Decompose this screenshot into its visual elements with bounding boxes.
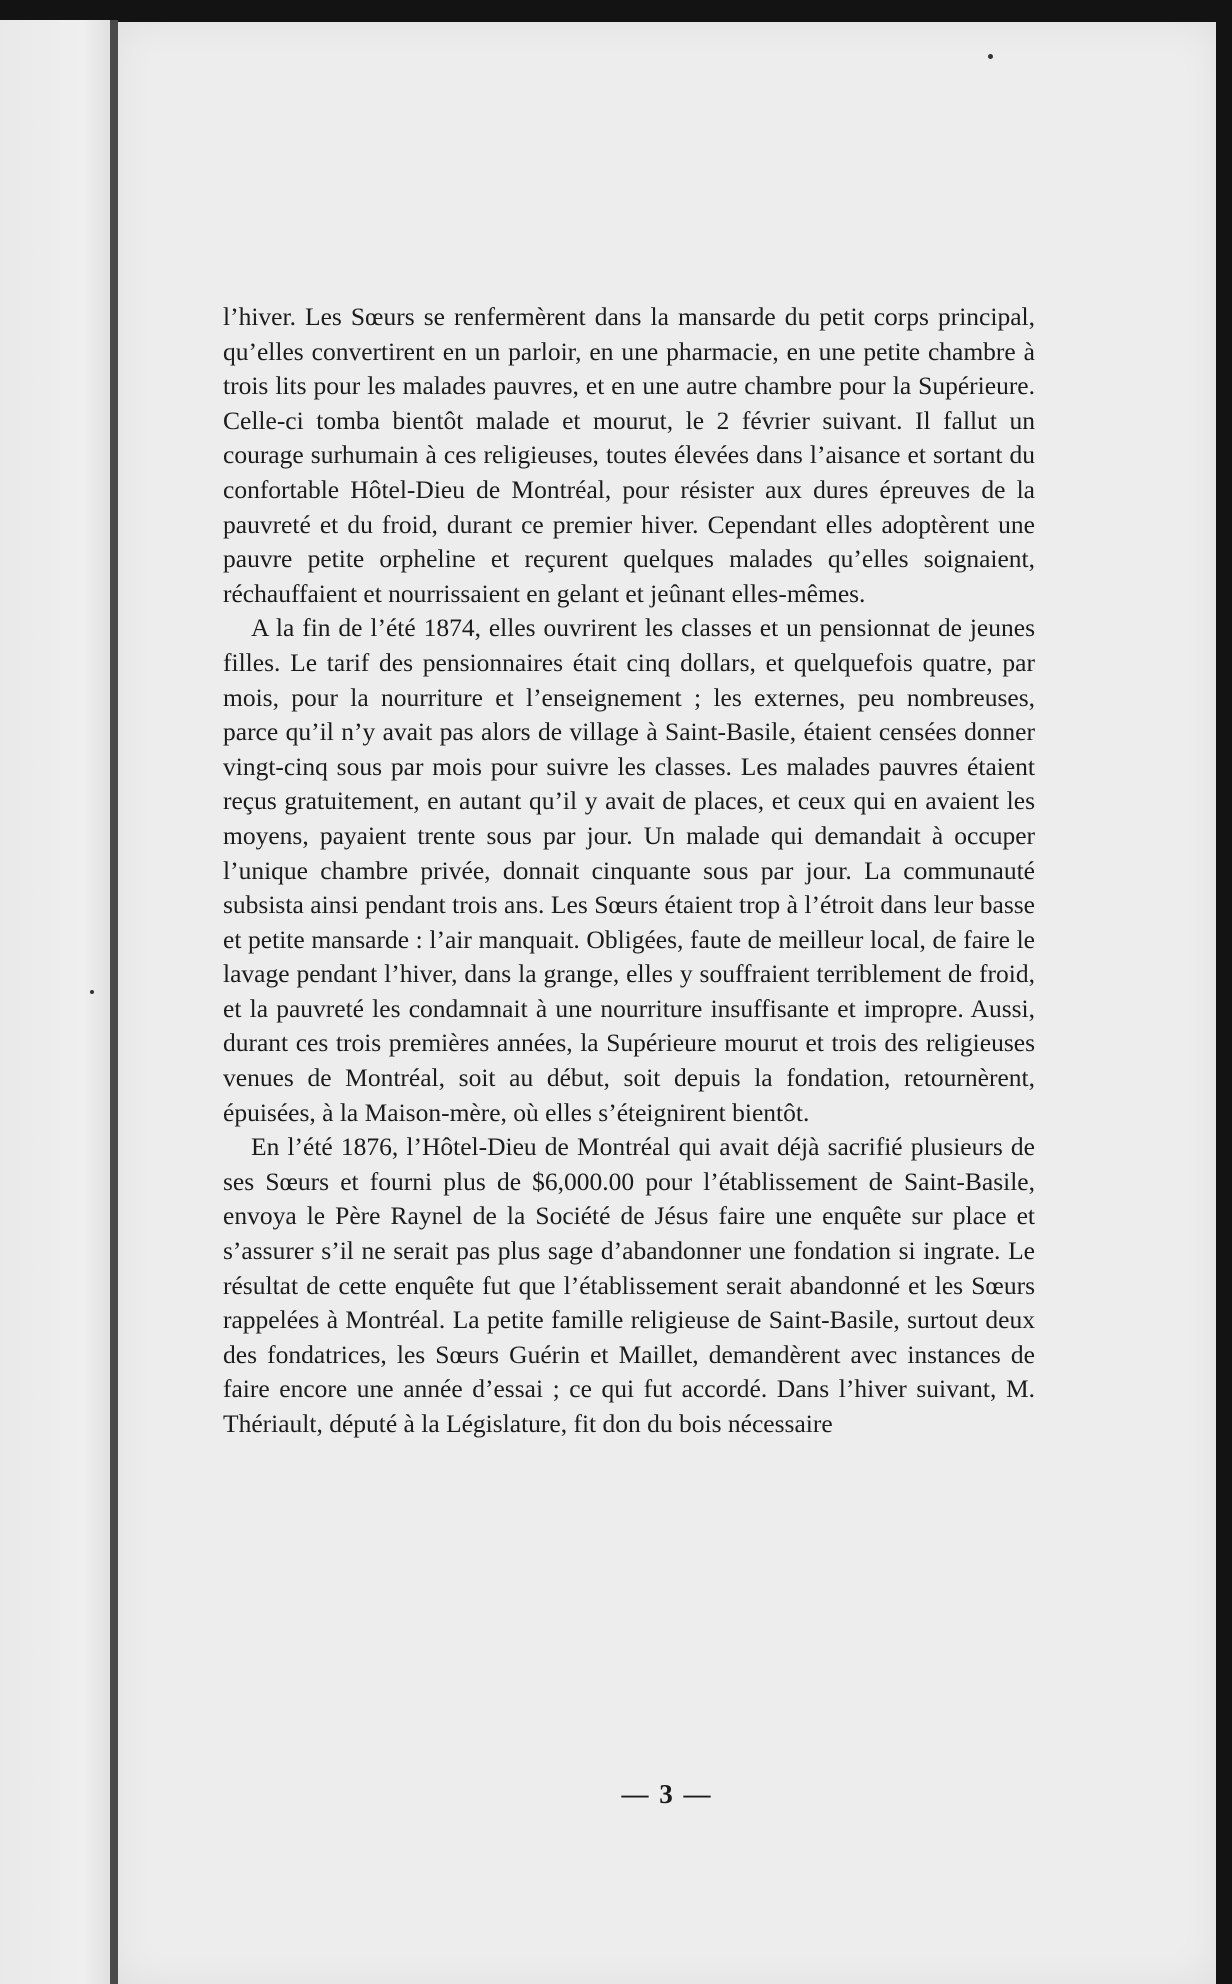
paragraph-2: A la fin de l’été 1874, elles ouvrirent les classes et un pensionnat de jeunes filles. Le tarif des pensionnaires était cinq dollars, et quelquefois quatre, par mois, pour la nourriture et l’enseignement ; les externes, peu nombreuses, parce qu’il n’y avait pas alors de village à Saint-Basile, étaient censées donner vingt-cinq sous par mois pour suivre les classes. Les malades pauvres étaient reçus gratuitement, en autant qu’il y avait de places, et ceux qui en avaient les moyens, payaient trente sous par jour. Un malade qui demandait à occuper l’unique chambre privée, donnait cinquante sous par jour. La communauté subsista ainsi pendant trois ans. Les Sœurs étaient trop à l’étroit dans leur basse et petite mansarde : l’air manquait. Obligées, faute de meilleur local, de faire le lavage pendant l’hiver, dans la grange, elles y souffraient terriblement de froid, et la pauvreté les condamnait à une nourriture insuffisante et impropre. Aussi, durant ces trois premières années, la Supérieure mourut et trois des religieuses venues de Montréal, soit au début, soit depuis la fondation, retournèrent, épuisées, à la Maison-mère, où elles s’éteignirent bientôt. — [223, 613, 1035, 1127]
paragraph-3: En l’été 1876, l’Hôtel-Dieu de Montréal qui avait déjà sacrifié plusieurs de ses Sœurs et fourni plus de $6,000.00 pour l’établissement de Saint-Basile, envoya le Père Raynel de la Société de Jésus faire une enquête sur place et s’assurer s’il ne serait pas plus sage d’abandonner une fondation si ingrate. Le résultat de cette enquête fut que l’établissement serait abandonné et les Sœurs rappelées à Montréal. La petite famille religieuse de Saint-Basile, surtout deux des fondatrices, les Sœurs Guérin et Maillet, demandèrent avec instances de faire encore une année d’essai ; ce qui fut accordé. Dans l’hiver suivant, M. Thériault, député à la Législature, fit don du bois nécessaire — [223, 1132, 1035, 1438]
paragraph-1: l’hiver. Les Sœurs se renfermèrent dans la mansarde du petit corps principal, qu’elles convertirent en un parloir, en une pharmacie, en une petite chambre à trois lits pour les malades pauvres, et en une autre chambre pour la Supérieure. Celle-ci tomba bientôt malade et mourut, le 2 février suivant. Il fallut un courage surhumain à ces religieuses, toutes élevées dans l’aisance et sortant du confortable Hôtel-Dieu de Montréal, pour résister aux dures épreuves de la pauvreté et du froid, durant ce premier hiver. Cependant elles adoptèrent une pauvre petite orpheline et reçurent quelques malades qu’elles soignaient, réchauffaient et nourrissaient en gelant et jeûnant elles-mêmes. — [223, 302, 1035, 608]
page-number: — 3 — — [621, 1779, 713, 1809]
document-page — [118, 22, 1216, 1984]
paper-speck — [988, 54, 993, 59]
paper-speck — [90, 990, 94, 994]
body-text — [223, 300, 1035, 1442]
binding-edge — [110, 20, 118, 1984]
facing-page-margin — [0, 20, 118, 1984]
